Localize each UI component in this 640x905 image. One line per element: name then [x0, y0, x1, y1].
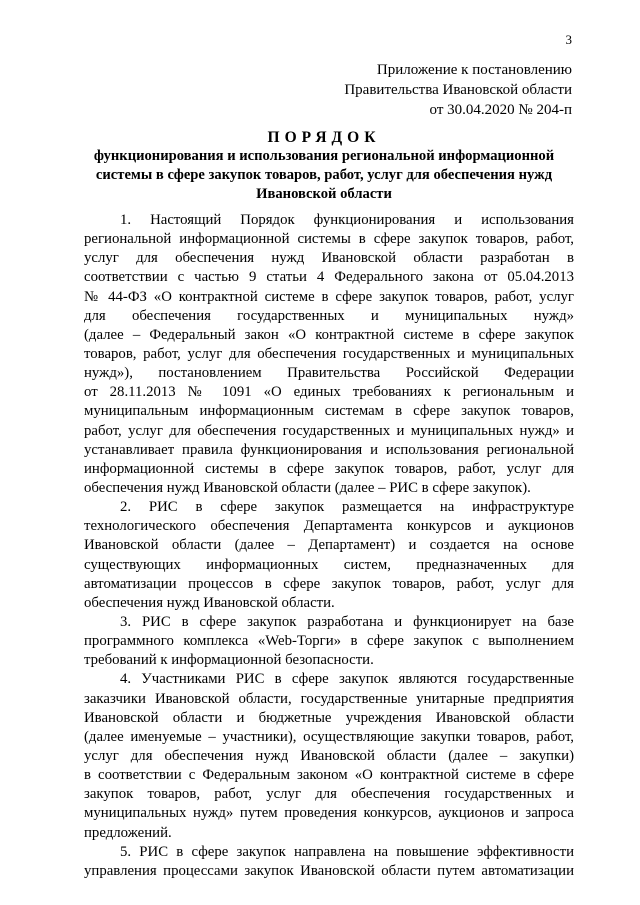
paragraph-3 — [84, 613, 574, 670]
text-line: существующих информационных систем, предназначенных для — [84, 556, 574, 573]
paragraph-5 — [84, 843, 574, 881]
text-line: в соответствии с Федеральным законом «О контрактной системе в сфере — [84, 767, 574, 784]
text-line: работ, услуг для обеспечения государственных и муниципальных нужд» и — [84, 422, 574, 439]
text-line: (далее именуемые – участники), осуществляющие закупки товаров, работ, — [84, 728, 574, 745]
text-line: услуг для обеспечения нужд Ивановской области разработан в — [84, 250, 574, 267]
text-line: Ивановской области (далее – Департамент) и создается на основе — [84, 537, 574, 554]
text-line: обеспечения нужд Ивановской области. — [84, 594, 335, 611]
text-line: от 28.11.2013 № 1091 «О единых требованиях к региональным и — [84, 384, 574, 401]
text-line: 2. РИС в сфере закупок размещается на инфраструктуре — [120, 499, 574, 516]
subtitle-line: системы в сфере закупок товаров, работ, услуг для обеспечения нужд — [95, 167, 553, 183]
text-line: соответствии с частью 9 статьи 4 Федерального закона от 05.04.2013 — [84, 269, 574, 286]
text-line: автоматизации процессов в сфере закупок товаров, работ, услуг для — [84, 575, 574, 592]
text-line: заказчики Ивановской области, государственные унитарные предприятия — [84, 690, 574, 707]
text-line: устанавливает правила функционирования и использования региональной — [84, 441, 574, 458]
text-line: технологического обеспечения Департамента конкурсов и аукционов — [84, 518, 574, 535]
subtitle-line: Ивановской области — [256, 186, 392, 202]
text-line: 4. Участниками РИС в сфере закупок являются государственные — [120, 671, 574, 688]
text-line: услуг для обеспечения нужд Ивановской области (далее – закупки) — [84, 747, 574, 764]
text-line: предложений. — [84, 824, 172, 841]
document-subtitle — [76, 147, 572, 204]
paragraph-2 — [84, 498, 574, 613]
text-line: муниципальных нужд» путем проведения конкурсов, аукционов и запроса — [84, 805, 574, 822]
paragraph-1 — [84, 211, 574, 498]
text-line: 5. РИС в сфере закупок направлена на повышение эффективности — [120, 843, 574, 860]
text-line: (далее – Федеральный закон «О контрактной системе в сфере закупок — [84, 326, 574, 343]
text-line: информационной системы в сфере закупок товаров, работ, услуг для — [84, 460, 574, 477]
paragraph-4 — [84, 670, 574, 842]
text-line: управления процессами закупок Ивановской области путем автоматизации — [84, 862, 574, 879]
subtitle-line: функционирования и использования региональной информационной — [93, 148, 555, 164]
document-body — [84, 211, 574, 881]
text-line: обеспечения нужд Ивановской области (далее – РИС в сфере закупок). — [84, 479, 531, 496]
page-number: 3 — [565, 32, 572, 47]
text-line: товаров, работ, услуг для обеспечения государственных и муниципальных — [84, 345, 574, 362]
document-title: ПОРЯДОК — [267, 129, 381, 146]
text-line: 1. Настоящий Порядок функционирования и использования — [120, 212, 574, 228]
appendix-line: от 30.04.2020 № 204-п — [429, 102, 572, 118]
text-line: Ивановской области и бюджетные учреждения Ивановской области — [84, 709, 574, 726]
text-line: закупок товаров, работ, услуг для обеспечения государственных и — [84, 786, 574, 803]
text-line: 3. РИС в сфере закупок разработана и функционирует на базе — [120, 613, 574, 630]
text-line: № 44-ФЗ «О контрактной системе в сфере закупок товаров, работ, услуг — [84, 288, 574, 305]
text-line: для обеспечения государственных и муниципальных нужд» — [84, 307, 574, 324]
appendix-header — [292, 60, 572, 120]
appendix-line: Приложение к постановлению — [376, 62, 572, 78]
text-line: нужд»), постановлением Правительства Российской Федерации — [84, 365, 574, 382]
text-line: требований к информационной безопасности. — [84, 652, 374, 669]
appendix-line: Правительства Ивановской области — [344, 82, 572, 98]
text-line: программного комплекса «Web-Торги» в сфере закупок с выполнением — [84, 633, 574, 650]
text-line: муниципальным информационным системам в сфере закупок товаров, — [84, 403, 574, 420]
text-line: региональной информационной системы в сфере закупок товаров, работ, — [84, 231, 574, 248]
